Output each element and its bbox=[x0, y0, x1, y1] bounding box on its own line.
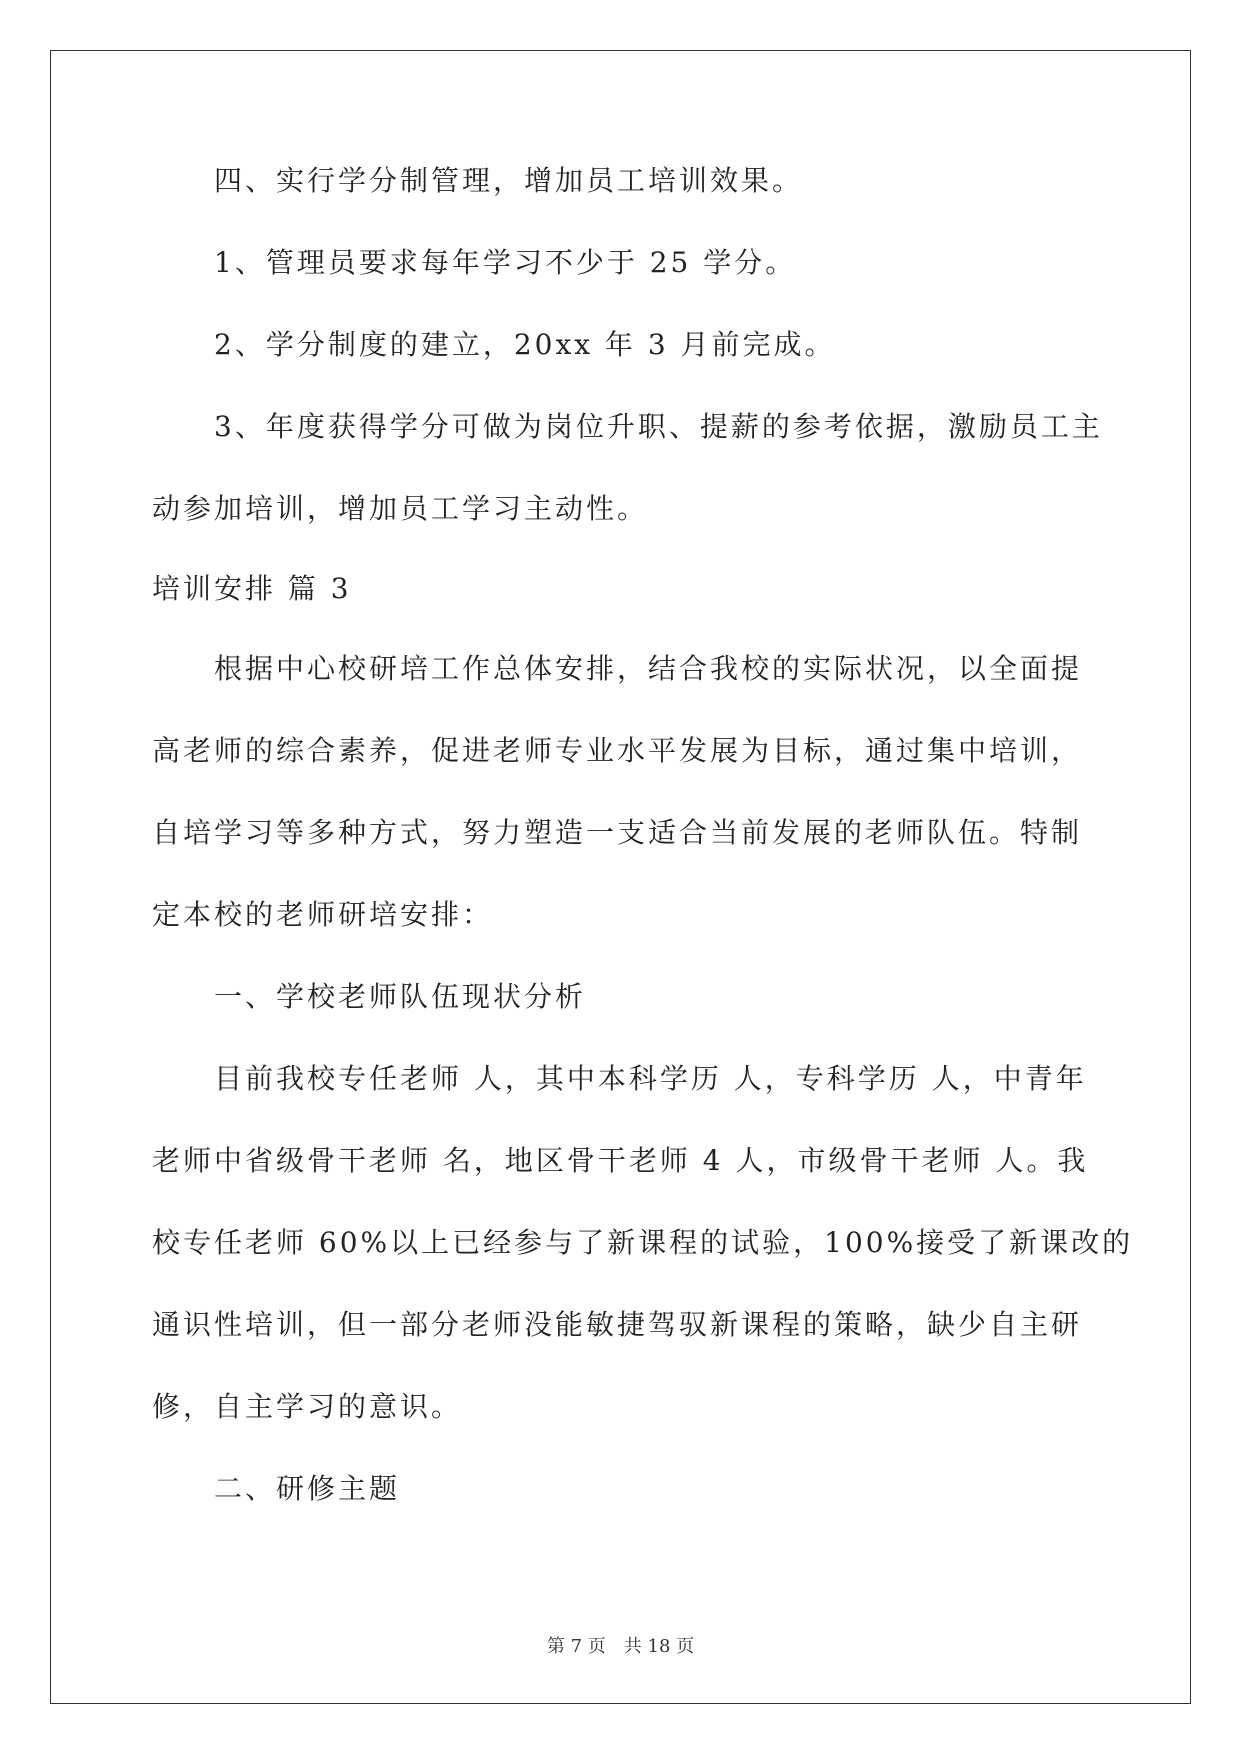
text-line: 一、学校老师队伍现状分析 bbox=[214, 980, 587, 1013]
page-frame bbox=[50, 50, 1191, 1704]
text-line: 目前我校专任老师 人，其中本科学历 人，专科学历 人，中青年 bbox=[214, 1062, 1087, 1095]
text-line: 3、年度获得学分可做为岗位升职、提薪的参考依据，激励员工主 bbox=[214, 410, 1103, 443]
text-line: 通识性培训，但一部分老师没能敏捷驾驭新课程的策略，缺少自主研 bbox=[152, 1308, 1083, 1341]
section-heading: 培训安排 篇 3 bbox=[152, 572, 352, 605]
text-line: 根据中心校研培工作总体安排，结合我校的实际状况，以全面提 bbox=[214, 652, 1083, 685]
text-line: 定本校的老师研培安排： bbox=[152, 898, 494, 931]
text-line: 1、管理员要求每年学习不少于 25 学分。 bbox=[214, 246, 797, 279]
text-line: 老师中省级骨干老师 名，地区骨干老师 4 人，市级骨干老师 人。我 bbox=[152, 1144, 1089, 1177]
text-line: 高老师的综合素养，促进老师专业水平发展为目标，通过集中培训， bbox=[152, 734, 1083, 767]
text-line: 四、实行学分制管理，增加员工培训效果。 bbox=[214, 164, 804, 197]
text-line: 自培学习等多种方式，努力塑造一支适合当前发展的老师队伍。特制 bbox=[152, 816, 1083, 849]
text-line: 修，自主学习的意识。 bbox=[152, 1390, 463, 1423]
text-line: 动参加培训，增加员工学习主动性。 bbox=[152, 492, 649, 525]
text-line: 2、学分制度的建立，20xx 年 3 月前完成。 bbox=[214, 328, 836, 361]
page-number-footer: 第 7 页 共 18 页 bbox=[546, 1636, 695, 1657]
text-line: 二、研修主题 bbox=[214, 1472, 401, 1505]
text-line: 校专任老师 60%以上已经参与了新课程的试验，100%接受了新课改的 bbox=[152, 1226, 1134, 1259]
